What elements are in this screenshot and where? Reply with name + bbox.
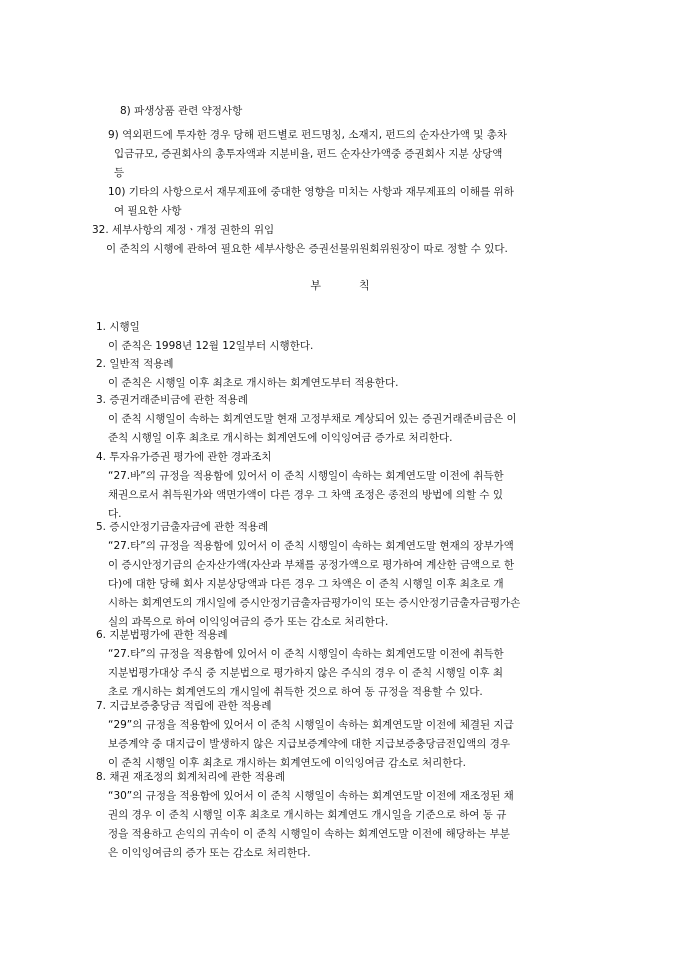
appendix-item-title: 4. 투자유가증권 평가에 관한 경과조치 bbox=[96, 451, 272, 463]
appendix-item-line: 권의 경우 이 준칙 시행일 이후 최초로 개시하는 회계연도 개시일을 기준으로 하여 동 규 bbox=[108, 809, 507, 821]
appendix-item-line: 준칙 시행일 이후 최초로 개시하는 회계연도에 이익잉여금 증가로 처리한다. bbox=[108, 432, 453, 444]
item-8 bbox=[0, 102, 680, 121]
appendix-item-line: 이 준칙 시행일 이후 최초로 개시하는 회계연도에 이익잉여금 감소로 처리한다. bbox=[108, 757, 466, 769]
appendix-item-title: 8. 채권 재조정의 회계처리에 관한 적용례 bbox=[96, 771, 285, 783]
section-32 bbox=[0, 221, 680, 259]
appendix-item-line: 은 이익잉여금의 증가 또는 감소로 처리한다. bbox=[108, 847, 311, 859]
appendix-item-5 bbox=[0, 518, 680, 632]
item-8-line-1: 8) 파생상품 관련 약정사항 bbox=[120, 105, 243, 117]
appendix-item-title: 1. 시행일 bbox=[96, 321, 140, 333]
section-32-body: 이 준칙의 시행에 관하여 필요한 세부사항은 증권선물위원회위원장이 따로 정할 수 있다. bbox=[106, 243, 508, 255]
appendix-heading-right: 칙 bbox=[359, 279, 370, 292]
appendix-item-line: 이 준칙은 1998년 12월 12일부터 시행한다. bbox=[108, 340, 314, 352]
item-10-line-2: 여 필요한 사항 bbox=[114, 205, 182, 217]
appendix-heading bbox=[0, 276, 680, 295]
appendix-item-line: “27.바”의 규정을 적용함에 있어서 이 준칙 시행일이 속하는 회계연도말 이전에 취득한 bbox=[108, 470, 504, 482]
section-32-title: 32. 세부사항의 제정ㆍ개정 권한의 위임 bbox=[92, 224, 275, 236]
item-9 bbox=[0, 126, 680, 183]
appendix-item-4 bbox=[0, 448, 680, 524]
appendix-item-2 bbox=[0, 355, 680, 393]
appendix-item-line: “27.타”의 규정을 적용함에 있어서 이 준칙 시행일이 속하는 회계연도말 이전에 취득한 bbox=[108, 648, 504, 660]
item-9-line-1: 9) 역외펀드에 투자한 경우 당해 펀드별로 펀드명칭, 소재지, 펀드의 순자산가액 및 총차 bbox=[108, 129, 508, 141]
appendix-item-line: 정을 적용하고 손익의 귀속이 이 준칙 시행일이 속하는 회계연도말 이전에 해당하는 부분 bbox=[108, 828, 510, 840]
appendix-item-line: “27.타”의 규정을 적용함에 있어서 이 준칙 시행일이 속하는 회계연도말 현재의 장부가액 bbox=[108, 540, 514, 552]
appendix-item-line: 채권으로서 취득원가와 액면가액이 다른 경우 그 차액 조정은 종전의 방법에 의할 수 있 bbox=[108, 489, 504, 501]
appendix-item-title: 6. 지분법평가에 관한 적용례 bbox=[96, 629, 228, 641]
item-10-line-1: 10) 기타의 사항으로서 재무제표에 중대한 영향을 미치는 사항과 재무제표의 이해를 위하 bbox=[108, 186, 514, 198]
appendix-item-line: 보증계약 중 대지급이 발생하지 않은 지급보증계약에 대한 지급보증충당금전입액의 경우 bbox=[108, 738, 510, 750]
appendix-item-title: 7. 지급보증충당금 적립에 관한 적용례 bbox=[96, 700, 272, 712]
appendix-item-line: 이 증시안정기금의 순자산가액(자산과 부채를 공정가액으로 평가하여 계산한 금액으로 한 bbox=[108, 559, 515, 571]
appendix-item-title: 2. 일반적 적용례 bbox=[96, 358, 174, 370]
appendix-item-7 bbox=[0, 697, 680, 773]
appendix-item-line: 이 준칙 시행일이 속하는 회계연도말 현재 고정부채로 계상되어 있는 증권거래준비금은 이 bbox=[108, 413, 517, 425]
appendix-item-title: 5. 증시안정기금출자금에 관한 적용례 bbox=[96, 521, 269, 533]
appendix-item-8 bbox=[0, 768, 680, 863]
appendix-item-line: 시하는 회계연도의 개시일에 증시안정기금출자금평가이익 또는 증시안정기금출자금평가손 bbox=[108, 597, 521, 609]
item-10 bbox=[0, 183, 680, 221]
appendix-item-line: 초로 개시하는 회계연도의 개시일에 취득한 것으로 하여 동 규정을 적용할 수 있다. bbox=[108, 686, 483, 698]
appendix-item-line: “29”의 규정을 적용함에 있어서 이 준칙 시행일이 속하는 회계연도말 이전에 체결된 지급 bbox=[108, 719, 514, 731]
appendix-item-line: 다. bbox=[108, 508, 122, 520]
appendix-item-line: “30”의 규정을 적용함에 있어서 이 준칙 시행일이 속하는 회계연도말 이전에 재조정된 채 bbox=[108, 790, 514, 802]
appendix-item-6 bbox=[0, 626, 680, 702]
appendix-item-3 bbox=[0, 391, 680, 448]
item-9-line-3: 등 bbox=[114, 167, 125, 179]
item-9-line-2: 입금규모, 증권회사의 총투자액과 지분비율, 펀드 순자산가액중 증권회사 지분 상당액 bbox=[114, 148, 503, 160]
appendix-item-line: 이 준칙은 시행일 이후 최초로 개시하는 회계연도부터 적용한다. bbox=[108, 377, 399, 389]
appendix-item-line: 실의 과목으로 하여 이익잉여금의 증가 또는 감소로 처리한다. bbox=[108, 616, 389, 628]
appendix-item-title: 3. 증권거래준비금에 관한 적용례 bbox=[96, 394, 248, 406]
appendix-heading-left: 부 bbox=[310, 279, 321, 292]
appendix-item-line: 지분법평가대상 주식 중 지분법으로 평가하지 않은 주식의 경우 이 준칙 시행일 이후 최 bbox=[108, 667, 504, 679]
appendix-item-1 bbox=[0, 318, 680, 356]
appendix-item-line: 다)에 대한 당해 회사 지분상당액과 다른 경우 그 차액은 이 준칙 시행일 이후 최초로 개 bbox=[108, 578, 504, 590]
